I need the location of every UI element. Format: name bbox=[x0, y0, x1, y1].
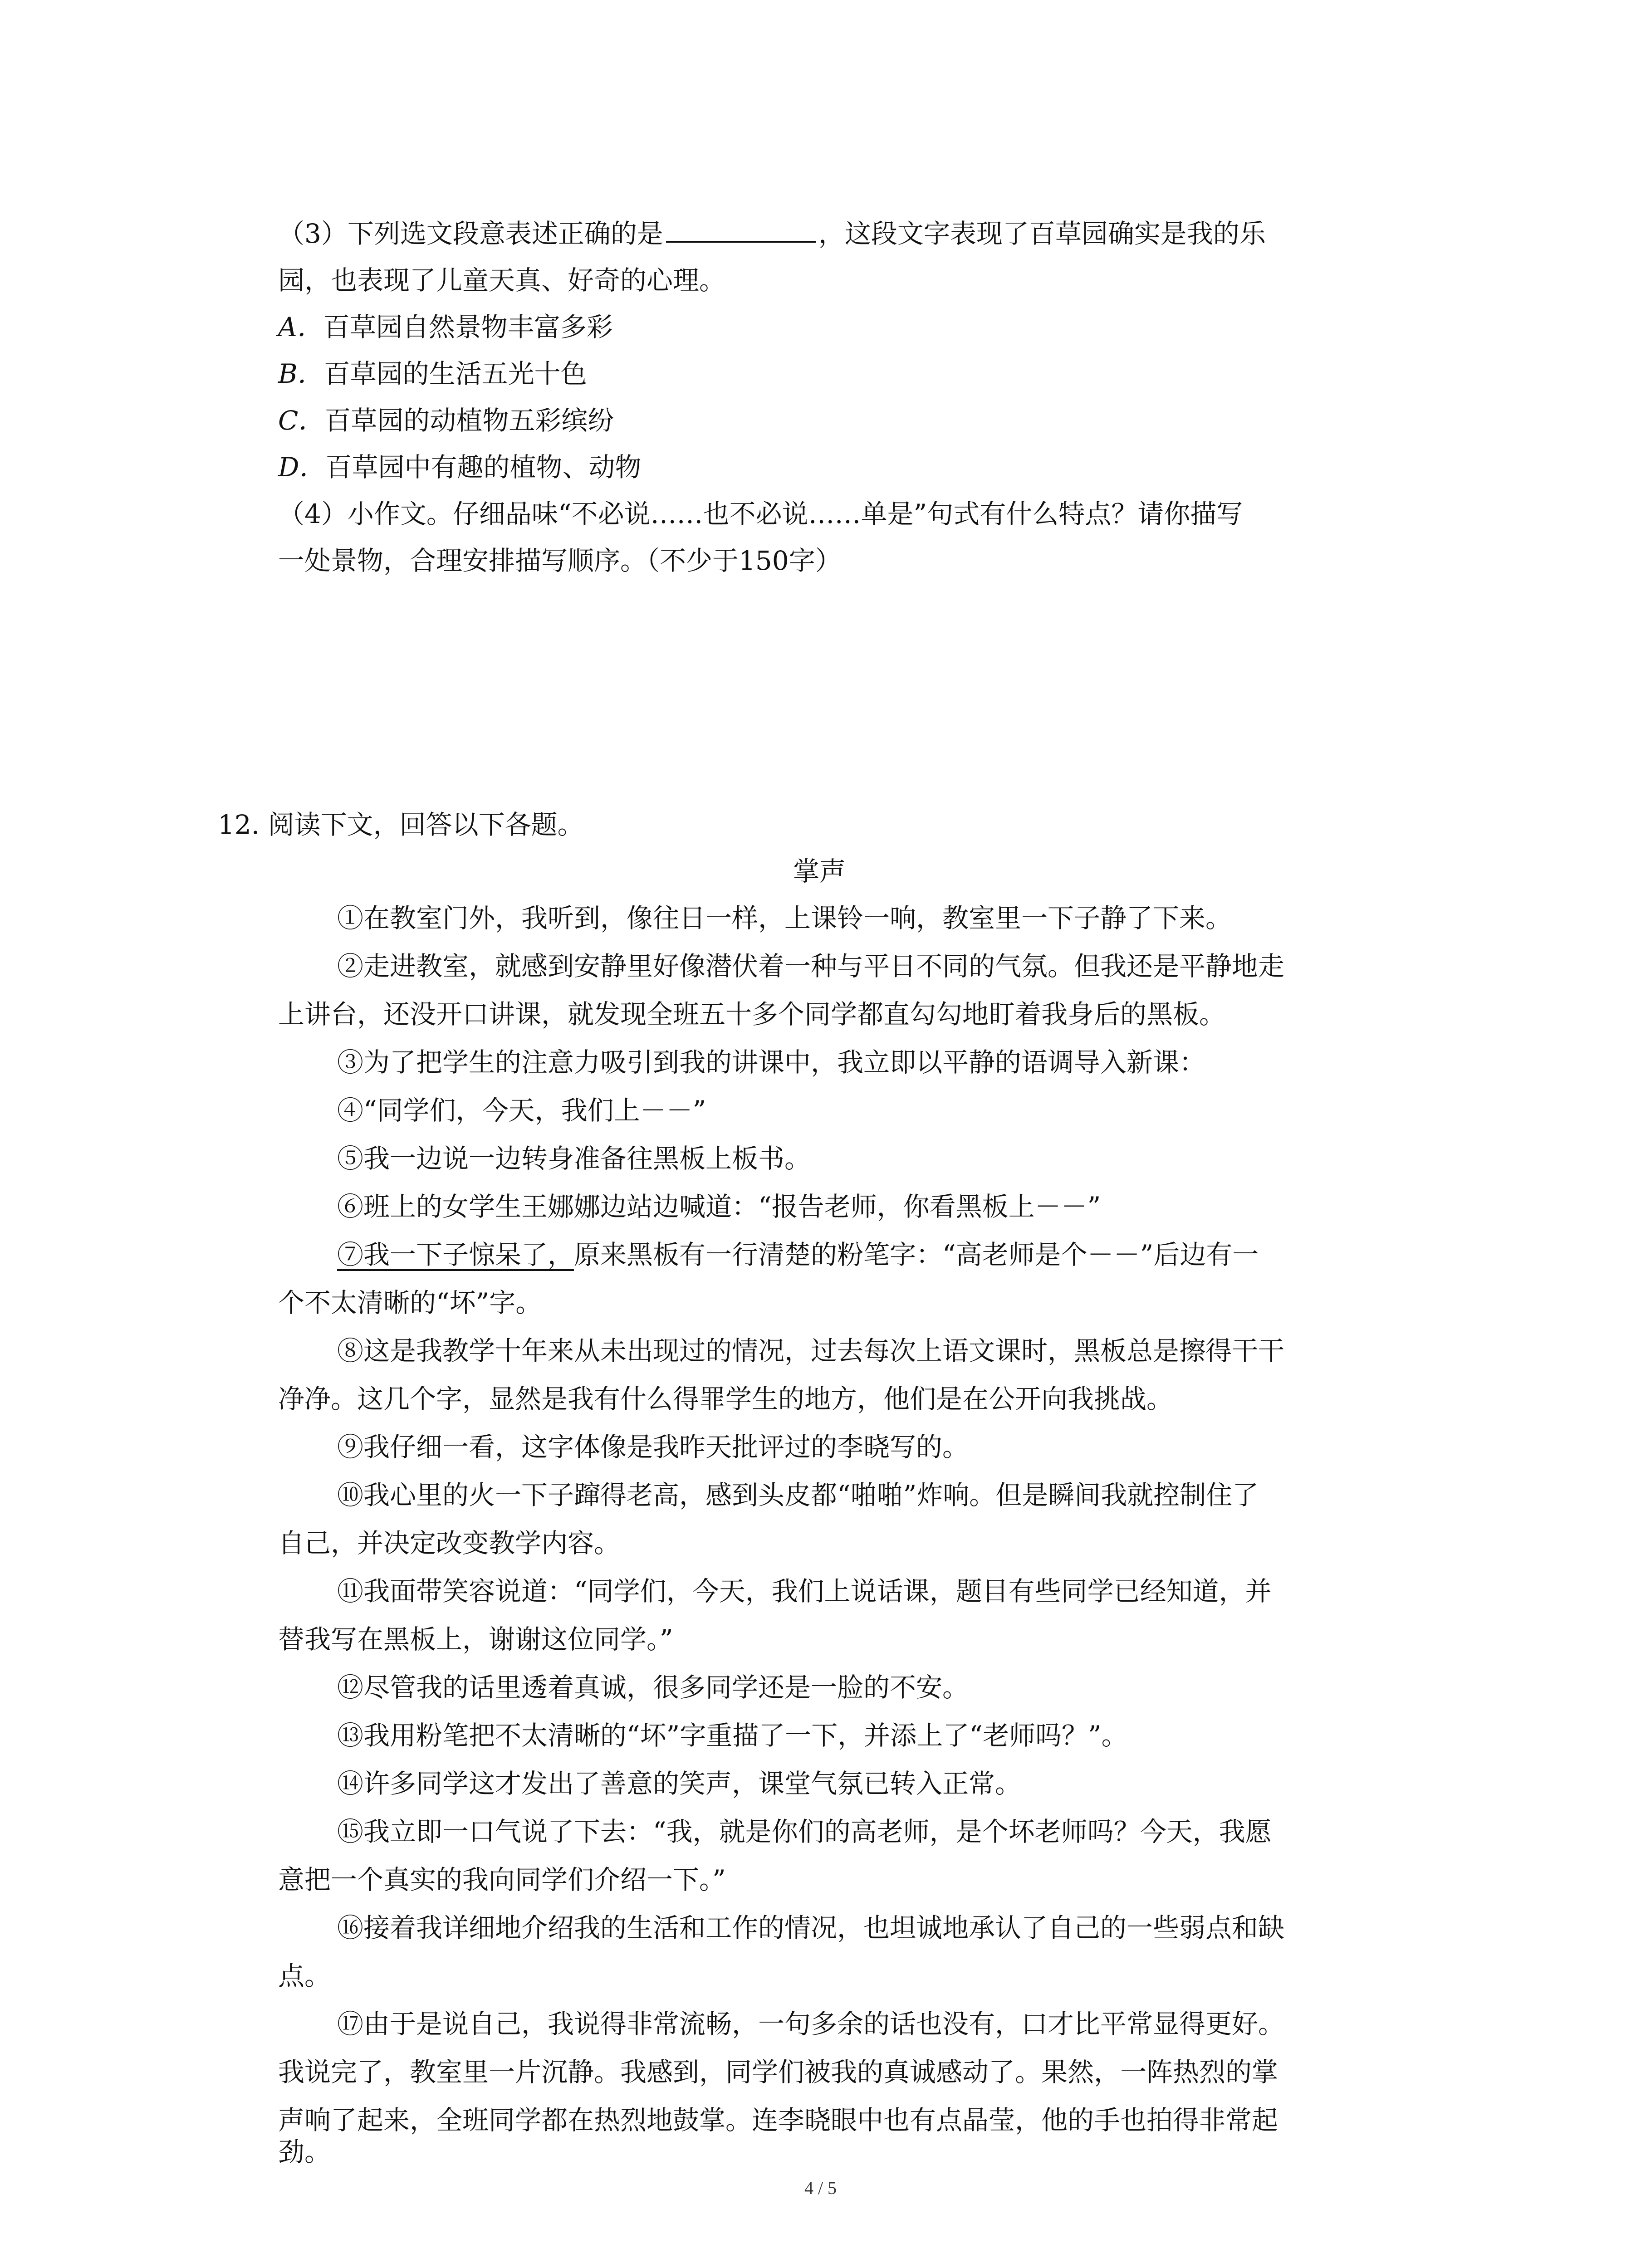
paragraph-line: ⑩我心里的火一下子蹿得老高，感到头皮都“啪啪”炸响。但是瞬间我就控制住了 bbox=[337, 1480, 1259, 1510]
q11-part4-line1: （4）小作文。仔细品味“不必说……也不必说……单是”句式有什么特点？请你描写 bbox=[278, 499, 1243, 529]
page-number: 4 / 5 bbox=[804, 2178, 837, 2198]
paragraph-line: ⑰由于是说自己，我说得非常流畅，一句多余的话也没有，口才比平常显得更好。 bbox=[337, 2009, 1285, 2039]
q12-heading: 12. 阅读下文，回答以下各题。 bbox=[218, 809, 584, 840]
option-text: 百草园自然景物丰富多彩 bbox=[323, 312, 613, 342]
option-letter: C． bbox=[278, 405, 325, 436]
option-text: 百草园的动植物五彩缤纷 bbox=[324, 405, 614, 436]
option-d bbox=[278, 445, 642, 489]
q11-part4-line2: 一处景物，合理安排描写顺序。（不少于150字） bbox=[278, 545, 842, 576]
paragraph-line: ③为了把学生的注意力吸引到我的讲课中，我立即以平静的语调导入新课： bbox=[337, 1047, 1206, 1078]
paragraph-line: 劲。 bbox=[278, 2136, 331, 2167]
paragraph-line: 声响了起来，全班同学都在热烈地鼓掌。连李晓眼中也有点晶莹，他的手也拍得非常起 bbox=[278, 2105, 1279, 2136]
paragraph-line: ⑬我用粉笔把不太清晰的“坏”字重描了一下，并添上了“老师吗？”。 bbox=[337, 1720, 1128, 1751]
paragraph-line: 我说完了，教室里一片沉静。我感到，同学们被我的真诚感动了。果然，一阵热烈的掌 bbox=[278, 2057, 1279, 2087]
paragraph-line: ⑤我一边说一边转身准备往黑板上板书。 bbox=[337, 1143, 811, 1174]
paragraph-line bbox=[337, 1233, 1259, 1276]
option-c bbox=[278, 399, 614, 442]
paragraph-line: 自己，并决定改变教学内容。 bbox=[278, 1528, 621, 1559]
paragraph-line: 上讲台，还没开口讲课，就发现全班五十多个同学都直勾勾地盯着我身后的黑板。 bbox=[278, 999, 1226, 1030]
paragraph-line-rest: 原来黑板有一行清楚的粉笔字：“高老师是个－－”后边有一 bbox=[574, 1239, 1259, 1270]
paragraph-line: ⑥班上的女学生王娜娜边站边喊道：“报告老师，你看黑板上－－” bbox=[337, 1191, 1101, 1222]
passage-title: 掌声 bbox=[793, 856, 846, 887]
answer-blank[interactable] bbox=[666, 215, 816, 243]
underlined-phrase: ⑦我一下子惊呆了， bbox=[337, 1239, 574, 1270]
paragraph-line: ①在教室门外，我听到，像往日一样，上课铃一响，教室里一下子静了下来。 bbox=[337, 903, 1232, 934]
q11-part3-stem bbox=[278, 212, 1266, 255]
paragraph-line: ②走进教室，就感到安静里好像潜伏着一种与平日不同的气氛。但我还是平静地走 bbox=[337, 951, 1285, 982]
option-letter: D． bbox=[278, 452, 326, 483]
paragraph-line: 净净。这几个字，显然是我有什么得罪学生的地方，他们是在公开向我挑战。 bbox=[278, 1383, 1173, 1414]
option-text: 百草园的生活五光十色 bbox=[323, 358, 587, 389]
paragraph-line: ⑮我立即一口气说了下去：“我，就是你们的高老师，是个坏老师吗？今天，我愿 bbox=[337, 1816, 1272, 1847]
paragraph-line: 意把一个真实的我向同学们介绍一下。” bbox=[278, 1864, 726, 1895]
option-a bbox=[278, 305, 613, 349]
paragraph-line: ⑭许多同学这才发出了善意的笑声，课堂气氛已转入正常。 bbox=[337, 1768, 1022, 1799]
q11-part3-stem-after: ，这段文字表现了百草园确实是我的乐 bbox=[818, 218, 1266, 249]
option-b bbox=[278, 352, 587, 396]
paragraph-line: ④“同学们，今天，我们上－－” bbox=[337, 1095, 706, 1126]
paragraph-line: 替我写在黑板上，谢谢这位同学。” bbox=[278, 1624, 673, 1655]
option-letter: B． bbox=[278, 358, 324, 389]
paragraph-line: 个不太清晰的“坏”字。 bbox=[278, 1287, 542, 1318]
paragraph-line: ⑧这是我教学十年来从未出现过的情况，过去每次上语文课时，黑板总是擦得干干 bbox=[337, 1335, 1285, 1366]
q11-part3-stem-before: （3）下列选文段意表述正确的是 bbox=[278, 218, 663, 249]
q11-part3-stem-line2: 园，也表现了儿童天真、好奇的心理。 bbox=[278, 265, 726, 296]
paragraph-line: ⑨我仔细一看，这字体像是我昨天批评过的李晓写的。 bbox=[337, 1432, 969, 1462]
paragraph-line: ⑪我面带笑容说道：“同学们，今天，我们上说话课，题目有些同学已经知道，并 bbox=[337, 1576, 1272, 1607]
option-letter: A． bbox=[278, 312, 323, 342]
paragraph-line: 点。 bbox=[278, 1960, 331, 1991]
paragraph-line: ⑫尽管我的话里透着真诚，很多同学还是一脸的不安。 bbox=[337, 1672, 969, 1703]
paragraph-line: ⑯接着我详细地介绍我的生活和工作的情况，也坦诚地承认了自己的一些弱点和缺 bbox=[337, 1912, 1285, 1943]
option-text: 百草园中有趣的植物、动物 bbox=[325, 452, 642, 483]
